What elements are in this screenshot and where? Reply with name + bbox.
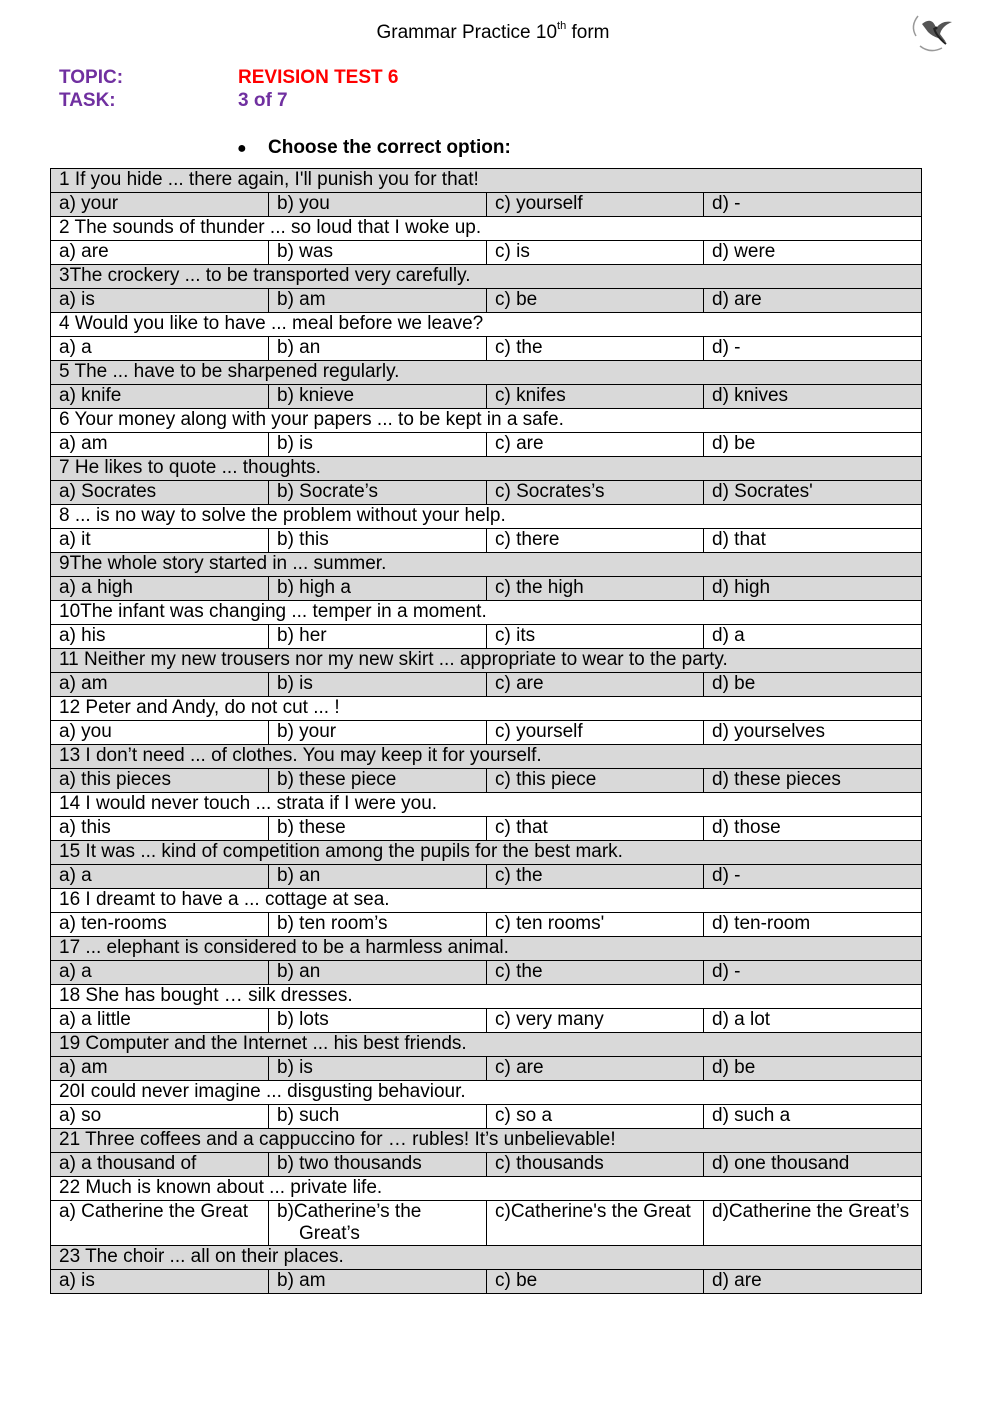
option-b[interactable]: b) your: [269, 721, 487, 745]
question-row: [51, 409, 922, 433]
option-c[interactable]: c) yourself: [487, 193, 704, 217]
option-a[interactable]: a) am: [51, 673, 269, 697]
seagull-logo-icon: [906, 6, 960, 56]
question-row: [51, 505, 922, 529]
option-d[interactable]: d) that: [704, 529, 922, 553]
option-a[interactable]: a) is: [51, 289, 269, 313]
option-b[interactable]: b) am: [269, 289, 487, 313]
option-c[interactable]: c) very many: [487, 1009, 704, 1033]
option-c[interactable]: c) be: [487, 1270, 704, 1294]
option-c[interactable]: c)Catherine's the Great: [487, 1201, 704, 1246]
question-text: 13 I don’t need ... of clothes. You may keep it for yourself.: [51, 745, 922, 769]
option-d[interactable]: d) a: [704, 625, 922, 649]
option-c[interactable]: c) there: [487, 529, 704, 553]
option-b[interactable]: b) this: [269, 529, 487, 553]
topic-value: REVISION TEST 6: [238, 67, 399, 88]
option-a[interactable]: a) a high: [51, 577, 269, 601]
options-row: [51, 1105, 922, 1129]
question-text: 9The whole story started in ... summer.: [51, 553, 922, 577]
option-d[interactable]: d) -: [704, 961, 922, 985]
options-row: [51, 337, 922, 361]
option-c[interactable]: c) the: [487, 961, 704, 985]
option-d[interactable]: d) are: [704, 289, 922, 313]
option-c[interactable]: c) yourself: [487, 721, 704, 745]
option-a[interactable]: a) am: [51, 433, 269, 457]
option-b[interactable]: b) was: [269, 241, 487, 265]
option-b-line2: Great’s: [299, 1223, 360, 1244]
options-row: [51, 481, 922, 505]
question-text: 23 The choir ... all on their places.: [51, 1246, 922, 1270]
option-a[interactable]: a) is: [51, 1270, 269, 1294]
option-a[interactable]: a) a: [51, 961, 269, 985]
option-d[interactable]: d) -: [704, 337, 922, 361]
option-a[interactable]: a) your: [51, 193, 269, 217]
option-b[interactable]: b) is: [269, 673, 487, 697]
question-text: 19 Computer and the Internet ... his best friends.: [51, 1033, 922, 1057]
option-b[interactable]: b) high a: [269, 577, 487, 601]
question-row: [51, 985, 922, 1009]
option-d[interactable]: d) one thousand: [704, 1153, 922, 1177]
option-d[interactable]: d) Socrates': [704, 481, 922, 505]
option-b[interactable]: b) ten room’s: [269, 913, 487, 937]
option-a[interactable]: a) it: [51, 529, 269, 553]
option-c[interactable]: c) that: [487, 817, 704, 841]
question-text: 16 I dreamt to have a ... cottage at sea.: [51, 889, 922, 913]
question-text: 21 Three coffees and a cappuccino for … rubles! It’s unbelievable!: [51, 1129, 922, 1153]
question-row: [51, 745, 922, 769]
option-b[interactable]: b) am: [269, 1270, 487, 1294]
question-text: 1 If you hide ... there again, I'll punish you for that!: [51, 169, 922, 193]
option-b[interactable]: b) her: [269, 625, 487, 649]
question-text: 12 Peter and Andy, do not cut ... !: [51, 697, 922, 721]
option-c[interactable]: c) so a: [487, 1105, 704, 1129]
option-a[interactable]: a) a: [51, 865, 269, 889]
option-b[interactable]: [269, 1201, 487, 1246]
option-d[interactable]: d) be: [704, 1057, 922, 1081]
instruction: ● Choose the correct option:: [237, 136, 511, 161]
option-b[interactable]: b) Socrate’s: [269, 481, 487, 505]
options-row: [51, 865, 922, 889]
question-row: [51, 361, 922, 385]
option-b[interactable]: b) two thousands: [269, 1153, 487, 1177]
task-value: 3 of 7: [238, 90, 288, 111]
option-b[interactable]: b) these: [269, 817, 487, 841]
question-row: [51, 889, 922, 913]
option-b[interactable]: b) such: [269, 1105, 487, 1129]
question-text: 3The crockery ... to be transported very carefully.: [51, 265, 922, 289]
question-text: 4 Would you like to have ... meal before we leave?: [51, 313, 922, 337]
option-d[interactable]: d) -: [704, 193, 922, 217]
question-text: 17 ... elephant is considered to be a harmless animal.: [51, 937, 922, 961]
question-text: 11 Neither my new trousers nor my new skirt ... appropriate to wear to the party.: [51, 649, 922, 673]
question-row: [51, 937, 922, 961]
options-row: [51, 433, 922, 457]
question-text: 8 ... is no way to solve the problem without your help.: [51, 505, 922, 529]
options-row: [51, 817, 922, 841]
option-c[interactable]: c) are: [487, 1057, 704, 1081]
option-b[interactable]: b) knieve: [269, 385, 487, 409]
question-text: 5 The ... have to be sharpened regularly.: [51, 361, 922, 385]
option-b[interactable]: b) you: [269, 193, 487, 217]
question-row: [51, 457, 922, 481]
question-row: [51, 841, 922, 865]
options-row: [51, 1270, 922, 1294]
bullet-icon: ●: [237, 140, 247, 157]
options-row: [51, 625, 922, 649]
question-row: [51, 601, 922, 625]
option-a[interactable]: a) a little: [51, 1009, 269, 1033]
option-a[interactable]: a) so: [51, 1105, 269, 1129]
question-row: [51, 649, 922, 673]
option-a[interactable]: a) a thousand of: [51, 1153, 269, 1177]
option-b[interactable]: b) these piece: [269, 769, 487, 793]
option-a[interactable]: a) this: [51, 817, 269, 841]
question-row: [51, 169, 922, 193]
option-c[interactable]: c) is: [487, 241, 704, 265]
question-text: 14 I would never touch ... strata if I were you.: [51, 793, 922, 817]
question-text: 22 Much is known about ... private life.: [51, 1177, 922, 1201]
option-d[interactable]: d) be: [704, 673, 922, 697]
task-label: TASK:: [59, 90, 116, 111]
options-row: [51, 769, 922, 793]
question-text: 6 Your money along with your papers ... to be kept in a safe.: [51, 409, 922, 433]
options-row: [51, 961, 922, 985]
options-row: [51, 913, 922, 937]
option-a[interactable]: a) Catherine the Great: [51, 1201, 269, 1246]
quiz-table: [50, 168, 922, 1294]
option-c[interactable]: c) thousands: [487, 1153, 704, 1177]
option-c[interactable]: c) its: [487, 625, 704, 649]
option-c[interactable]: c) are: [487, 433, 704, 457]
option-b[interactable]: b) an: [269, 961, 487, 985]
question-row: [51, 1129, 922, 1153]
options-row: [51, 289, 922, 313]
option-d[interactable]: d) high: [704, 577, 922, 601]
options-row: [51, 1201, 922, 1246]
question-text: 10The infant was changing ... temper in a moment.: [51, 601, 922, 625]
option-a[interactable]: a) are: [51, 241, 269, 265]
option-d[interactable]: d) a lot: [704, 1009, 922, 1033]
option-a[interactable]: a) ten-rooms: [51, 913, 269, 937]
question-row: [51, 1177, 922, 1201]
question-row: [51, 697, 922, 721]
options-row: [51, 673, 922, 697]
options-row: [51, 529, 922, 553]
options-row: [51, 721, 922, 745]
question-row: [51, 1033, 922, 1057]
option-d[interactable]: d) these pieces: [704, 769, 922, 793]
option-d[interactable]: d) be: [704, 433, 922, 457]
question-text: 18 She has bought … silk dresses.: [51, 985, 922, 1009]
option-d[interactable]: d) -: [704, 865, 922, 889]
question-row: [51, 265, 922, 289]
question-row: [51, 217, 922, 241]
options-row: [51, 577, 922, 601]
question-row: [51, 1246, 922, 1270]
option-c[interactable]: c) knifes: [487, 385, 704, 409]
option-c[interactable]: c) the: [487, 865, 704, 889]
option-b-line1: b)Catherine’s the: [277, 1201, 422, 1222]
page-title: Grammar Practice 10th form: [376, 20, 610, 43]
option-c[interactable]: c) the: [487, 337, 704, 361]
option-c[interactable]: c) ten rooms': [487, 913, 704, 937]
option-d[interactable]: d) knives: [704, 385, 922, 409]
option-d[interactable]: d) were: [704, 241, 922, 265]
option-d[interactable]: d) those: [704, 817, 922, 841]
options-row: [51, 1009, 922, 1033]
topic-label: TOPIC:: [59, 67, 124, 88]
option-a[interactable]: a) Socrates: [51, 481, 269, 505]
options-row: [51, 385, 922, 409]
option-a[interactable]: a) this pieces: [51, 769, 269, 793]
question-row: [51, 1081, 922, 1105]
options-row: [51, 1153, 922, 1177]
option-d[interactable]: d) such a: [704, 1105, 922, 1129]
option-a[interactable]: a) his: [51, 625, 269, 649]
option-b[interactable]: b) an: [269, 865, 487, 889]
option-d[interactable]: d) ten-room: [704, 913, 922, 937]
option-a[interactable]: a) am: [51, 1057, 269, 1081]
option-c[interactable]: c) Socrates’s: [487, 481, 704, 505]
option-b[interactable]: b) is: [269, 433, 487, 457]
options-row: [51, 241, 922, 265]
option-a[interactable]: a) you: [51, 721, 269, 745]
option-b[interactable]: b) is: [269, 1057, 487, 1081]
options-row: [51, 193, 922, 217]
question-row: [51, 793, 922, 817]
option-a[interactable]: a) a: [51, 337, 269, 361]
option-c[interactable]: c) are: [487, 673, 704, 697]
option-b[interactable]: b) an: [269, 337, 487, 361]
option-b[interactable]: b) lots: [269, 1009, 487, 1033]
question-text: 20I could never imagine ... disgusting behaviour.: [51, 1081, 922, 1105]
options-row: [51, 1057, 922, 1081]
option-a[interactable]: a) knife: [51, 385, 269, 409]
option-d[interactable]: d)Catherine the Great’s: [704, 1201, 922, 1246]
question-row: [51, 553, 922, 577]
question-text: 15 It was ... kind of competition among the pupils for the best mark.: [51, 841, 922, 865]
option-d[interactable]: d) are: [704, 1270, 922, 1294]
option-c[interactable]: c) be: [487, 289, 704, 313]
question-row: [51, 313, 922, 337]
question-text: 2 The sounds of thunder ... so loud that I woke up.: [51, 217, 922, 241]
option-c[interactable]: c) the high: [487, 577, 704, 601]
option-c[interactable]: c) this piece: [487, 769, 704, 793]
question-text: 7 He likes to quote ... thoughts.: [51, 457, 922, 481]
option-d[interactable]: d) yourselves: [704, 721, 922, 745]
